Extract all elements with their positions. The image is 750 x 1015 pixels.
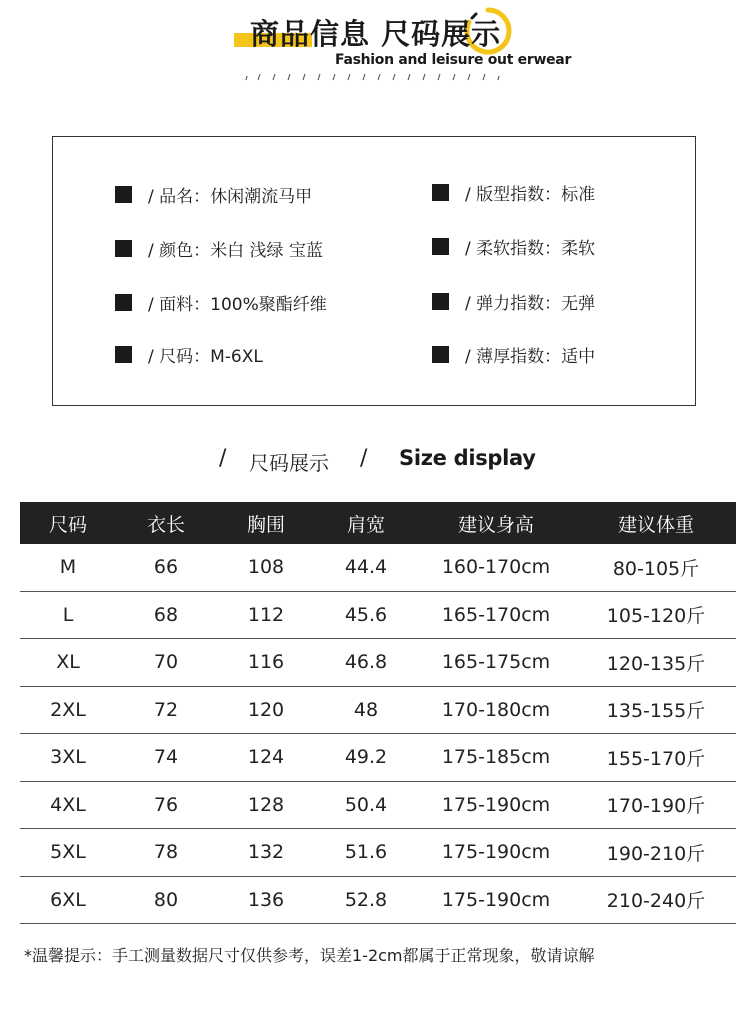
table-cell: 74 xyxy=(153,746,179,769)
header-title: 商品信息 尺码展示 xyxy=(250,17,502,51)
table-cell: 66 xyxy=(153,556,179,579)
header-cell: 衣长 xyxy=(146,513,185,536)
table-cell: 105-120斤 xyxy=(606,605,706,628)
table-cell: 2XL xyxy=(50,698,86,721)
table-cell: 120-135斤 xyxy=(606,652,706,675)
table-cell: 49.2 xyxy=(344,746,388,769)
table-cell: 5XL xyxy=(50,841,86,864)
table-cell: 135-155斤 xyxy=(606,700,706,723)
table-cell: 70 xyxy=(153,651,179,674)
info-item-fabric xyxy=(115,290,327,314)
table-cell: 51.6 xyxy=(344,841,388,864)
size-table xyxy=(20,502,736,924)
info-text: / 柔软指数：柔软 xyxy=(465,238,596,259)
info-text: / 面料：100%聚酯纤维 xyxy=(148,294,327,315)
bullet-square-icon xyxy=(432,293,449,310)
info-item-name xyxy=(115,182,312,206)
table-cell: 76 xyxy=(153,793,179,816)
table-cell: 80 xyxy=(153,888,179,911)
table-cell: 170-180cm xyxy=(441,698,551,721)
table-cell: 4XL xyxy=(50,793,86,816)
header-cell: 建议身高 xyxy=(457,513,534,536)
header-dash-decoration xyxy=(244,72,506,82)
bullet-square-icon xyxy=(115,294,132,311)
bullet-square-icon xyxy=(432,184,449,201)
info-text: / 颜色：米白 浅绿 宝蓝 xyxy=(148,240,323,261)
info-item-size xyxy=(115,342,263,366)
bullet-square-icon xyxy=(115,186,132,203)
table-cell: 45.6 xyxy=(344,603,388,626)
info-text: / 尺码：M-6XL xyxy=(148,346,263,367)
table-cell: 210-240斤 xyxy=(606,890,706,913)
table-cell: 112 xyxy=(247,603,285,626)
table-row xyxy=(20,829,736,877)
table-cell: 170-190斤 xyxy=(606,795,706,818)
table-cell: 3XL xyxy=(50,746,86,769)
table-cell: 120 xyxy=(247,698,285,721)
table-header-row xyxy=(20,502,736,544)
info-item-thickness xyxy=(432,342,595,366)
info-text: / 版型指数：标准 xyxy=(465,184,596,205)
table-cell: 48 xyxy=(353,698,379,721)
info-text: / 薄厚指数：适中 xyxy=(465,346,596,367)
header xyxy=(0,0,750,100)
table-cell: 160-170cm xyxy=(441,556,551,579)
table-row xyxy=(20,544,736,592)
table-row xyxy=(20,877,736,925)
table-cell: 78 xyxy=(153,841,179,864)
table-cell: 44.4 xyxy=(344,556,388,579)
table-cell: L xyxy=(62,603,74,626)
table-cell: 46.8 xyxy=(344,651,388,674)
table-row xyxy=(20,687,736,735)
title-english: Size display xyxy=(399,446,536,470)
measurement-note: *温馨提示：手工测量数据尺寸仅供参考，误差1-2cm都属于正常现象，敬请谅解 xyxy=(24,946,595,965)
table-cell: 190-210斤 xyxy=(606,842,706,865)
table-cell: 50.4 xyxy=(344,793,388,816)
header-cell: 胸围 xyxy=(246,513,285,536)
table-cell: 6XL xyxy=(50,888,86,911)
table-cell: M xyxy=(59,556,77,579)
table-row xyxy=(20,734,736,782)
info-text: / 品名：休闲潮流马甲 xyxy=(148,186,313,207)
header-cell: 建议体重 xyxy=(617,513,694,536)
bullet-square-icon xyxy=(115,346,132,363)
info-item-softness xyxy=(432,234,595,258)
title-chinese: 尺码展示 xyxy=(249,451,329,475)
table-cell: 136 xyxy=(247,888,285,911)
bullet-square-icon xyxy=(115,240,132,257)
title-slash: / xyxy=(219,446,227,471)
info-text: / 弹力指数：无弹 xyxy=(465,293,596,314)
table-cell: 124 xyxy=(247,746,285,769)
table-cell: 68 xyxy=(153,603,179,626)
header-cell: 尺码 xyxy=(48,513,87,536)
bullet-square-icon xyxy=(432,238,449,255)
table-cell: 175-190cm xyxy=(441,841,551,864)
bullet-square-icon xyxy=(432,346,449,363)
table-cell: 72 xyxy=(153,698,179,721)
table-cell: 175-190cm xyxy=(441,888,551,911)
table-cell: 108 xyxy=(247,556,285,579)
table-cell: 80-105斤 xyxy=(612,557,700,580)
header-cell: 肩宽 xyxy=(346,513,385,536)
header-subtitle: Fashion and leisure out erwear xyxy=(335,52,572,68)
table-row xyxy=(20,639,736,687)
info-item-fit xyxy=(432,180,595,204)
table-row xyxy=(20,782,736,830)
table-cell: 116 xyxy=(247,651,285,674)
title-slash: / xyxy=(360,446,368,471)
table-row xyxy=(20,592,736,640)
table-cell: XL xyxy=(56,651,80,674)
table-cell: 175-185cm xyxy=(441,746,551,769)
table-cell: 165-175cm xyxy=(441,651,551,674)
info-item-elasticity xyxy=(432,289,595,313)
table-cell: 155-170斤 xyxy=(606,747,706,770)
table-cell: 52.8 xyxy=(344,888,388,911)
table-cell: 132 xyxy=(247,841,285,864)
product-info-box xyxy=(52,136,696,406)
size-section-title xyxy=(0,446,750,476)
table-cell: 128 xyxy=(247,793,285,816)
info-item-color xyxy=(115,236,323,260)
table-cell: 175-190cm xyxy=(441,793,551,816)
table-cell: 165-170cm xyxy=(441,603,551,626)
